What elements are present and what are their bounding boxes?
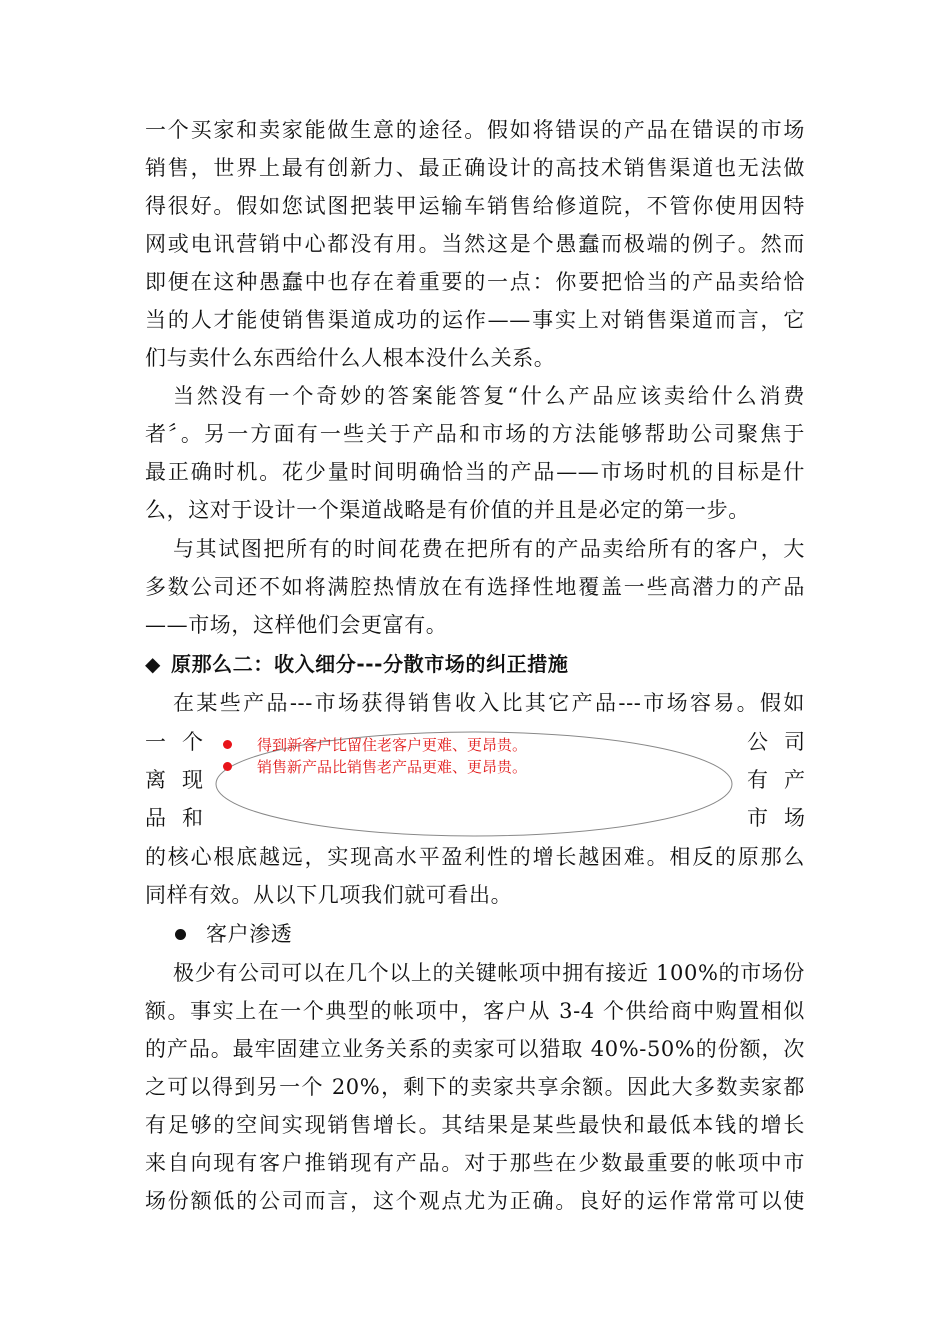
paragraph-line: 之可以得到另一个 20%，剩下的卖家共享余额。因此大多数卖家都 <box>145 1075 805 1099</box>
paragraph-line: 额。事实上在一个典型的帐项中，客户从 3-4 个供给商中购置相似 <box>145 999 805 1023</box>
paragraph-line: 极少有公司可以在几个以上的关键帐项中拥有接近 100%的市场份 <box>173 961 805 985</box>
paragraph-line: 同样有效。从以下几项我们就可看出。 <box>145 883 513 907</box>
paragraph-line: 者〞。另一方面有一些关于产品和市场的方法能够帮助公司聚焦于 <box>145 422 805 446</box>
paragraph-line: 即便在这种愚蠢中也存在着重要的一点：你要把恰当的产品卖给恰 <box>145 270 805 294</box>
paragraph-line: 销售，世界上最有创新力、最正确设计的高技术销售渠道也无法做 <box>145 156 805 180</box>
section-heading <box>145 645 805 683</box>
paragraph-line: 么，这对于设计一个渠道战略是有价值的并且是必定的第一步。 <box>145 498 750 522</box>
bullet-icon <box>175 929 186 940</box>
paragraph-line: ——市场，这样他们会更富有。 <box>145 613 448 637</box>
bullet-item-text: 客户渗透 <box>206 922 293 946</box>
paragraph-line: 一个买家和卖家能做生意的途径。假如将错误的产品在错误的市场 <box>145 118 805 142</box>
paragraph-line: 场份额低的公司而言，这个观点尤为正确。良好的运作常常可以使 <box>145 1189 805 1213</box>
split-text-left: 品和 <box>145 806 203 830</box>
paragraph-line: 们与卖什么东西给什么人根本没什么关系。 <box>145 346 556 370</box>
paragraph-line: 与其试图把所有的时间花费在把所有的产品卖给所有的客户，大 <box>173 537 805 561</box>
split-text-right: 市场 <box>747 806 805 830</box>
paragraph-line: 在某些产品---市场获得销售收入比其它产品---市场容易。假如 <box>173 691 805 715</box>
callout-item: 得到新客户比留住老客户更难、更昂贵。 <box>257 736 528 754</box>
split-text-right: 有产 <box>747 768 805 792</box>
paragraph-line: 当然没有一个奇妙的答案能答复“什么产品应该卖给什么消费 <box>173 384 805 408</box>
paragraph-line: 有足够的空间实现销售增长。其结果是某些最快和最低本钱的增长 <box>145 1113 805 1137</box>
paragraph-line: 网或电讯营销中心都没有用。当然这是个愚蠢而极端的例子。然而 <box>145 232 805 256</box>
split-text-left: 离现 <box>145 768 203 792</box>
paragraph-line: 的产品。最牢固建立业务关系的卖家可以猎取 40%-50%的份额，次 <box>145 1037 805 1061</box>
red-bullet-icon <box>223 762 232 771</box>
red-bullet-icon <box>223 740 232 749</box>
paragraph-line: 的核心根底越远，实现高水平盈利性的增长越困难。相反的原那么 <box>145 845 805 869</box>
split-text-right: 公司 <box>747 730 805 754</box>
callout-item: 销售新产品比销售老产品更难、更昂贵。 <box>257 758 528 776</box>
split-text-left: 一个 <box>145 730 203 754</box>
paragraph-line: 来自向现有客户推销现有产品。对于那些在少数最重要的帐项中市 <box>145 1151 805 1175</box>
paragraph-line: 多数公司还不如将满腔热情放在有选择性地覆盖一些高潜力的产品 <box>145 575 805 599</box>
section-heading-text: 原那么二：收入细分---分散市场的纠正措施 <box>170 652 569 676</box>
paragraph-line: 当的人才能使销售渠道成功的运作——事实上对销售渠道而言，它 <box>145 308 805 332</box>
paragraph-line: 得很好。假如您试图把装甲运输车销售给修道院，不管你使用因特 <box>145 194 805 218</box>
diamond-bullet-icon: ◆ <box>145 652 161 676</box>
paragraph-line: 最正确时机。花少量时间明确恰当的产品——市场时机的目标是什 <box>145 460 805 484</box>
